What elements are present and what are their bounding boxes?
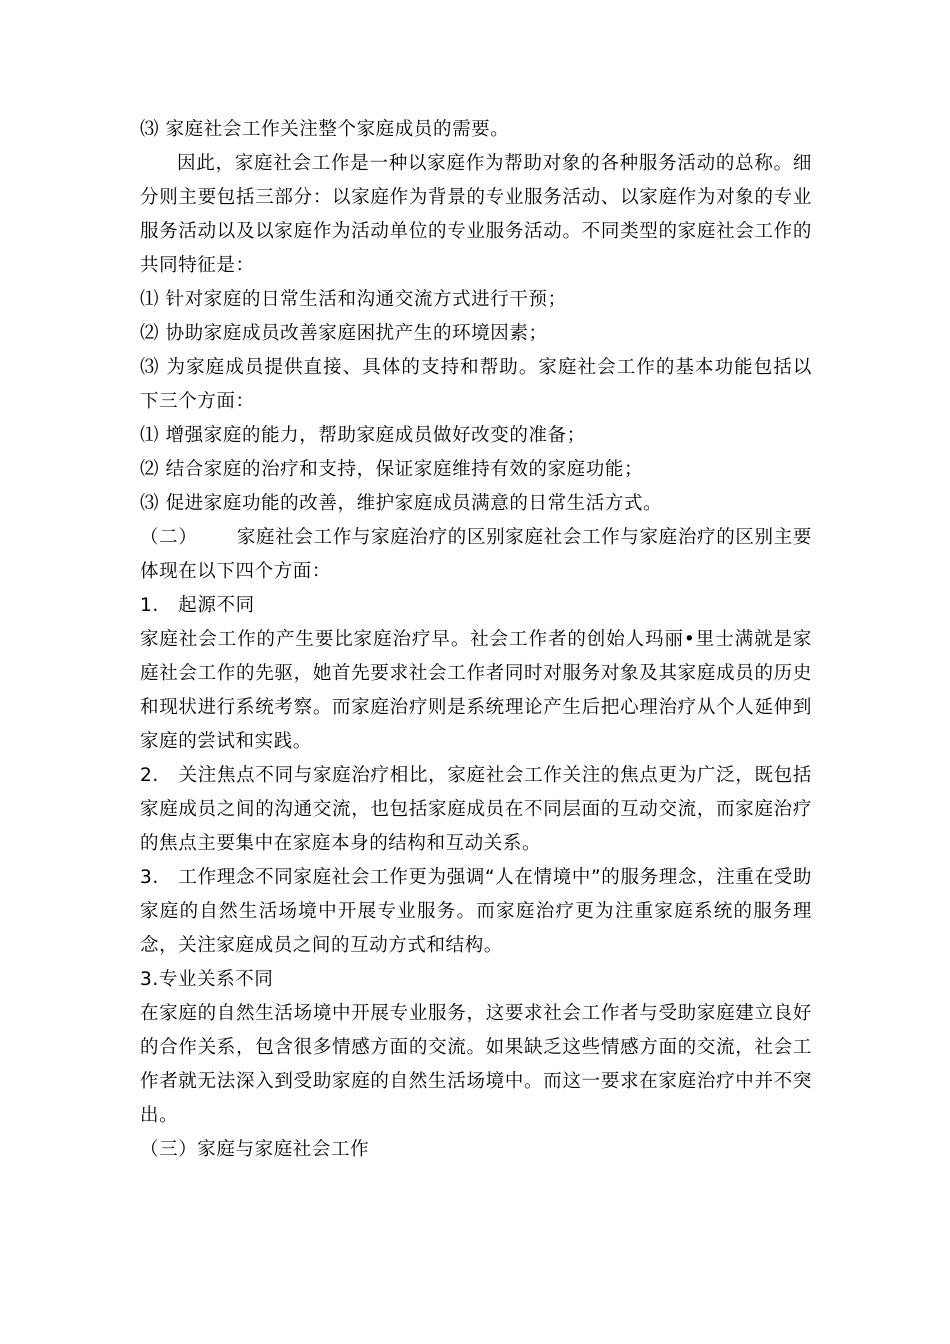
document-body [140,113,812,1167]
paragraph-philosophy: 3. 工作理念不同家庭社会工作更为强调“人在情境中”的服务理念，注重在受助家庭的自然生活场境中开展专业服务。而家庭治疗更为注重家庭系统的服务理念，关注家庭成员之间的互动方式和结构。 [140,867,812,956]
paragraph-feature-3: ⑶ 为家庭成员提供直接、具体的支持和帮助。家庭社会工作的基本功能包括以下三个方面： [140,357,812,412]
section-heading-two: （二） 家庭社会工作与家庭治疗的区别家庭社会工作与家庭治疗的区别主要体现在以下四个方面： [140,527,812,582]
paragraph-relationship: 在家庭的自然生活场境中开展专业服务，这要求社会工作者与受助家庭建立良好的合作关系，包含很多情感方面的交流。如果缺乏这些情感方面的交流，社会工作者就无法深入到受助家庭的自然生活场境中。而这一要求在家庭治疗中并不突出。 [140,1003,812,1126]
paragraph-definition: 因此，家庭社会工作是一种以家庭作为帮助对象的各种服务活动的总称。细分则主要包括三部分：以家庭作为背景的专业服务活动、以家庭作为对象的专业服务活动以及以家庭作为活动单位的专业服务活动。不同类型的家庭社会工作的共同特征是： [140,153,812,276]
paragraph-feature-2: ⑵ 协助家庭成员改善家庭困扰产生的环境因素； [140,323,548,344]
paragraph-function-3: ⑶ 促进家庭功能的改善，维护家庭成员满意的日常生活方式。 [140,493,663,514]
paragraph-function-1: ⑴ 增强家庭的能力，帮助家庭成员做好改变的准备； [140,425,586,446]
paragraph-item-3-focus-needs: ⑶ 家庭社会工作关注整个家庭成员的需要。 [140,119,510,140]
paragraph-origin: 家庭社会工作的产生要比家庭治疗早。社会工作者的创始人玛丽•里士满就是家庭社会工作的先驱，她首先要求社会工作者同时对服务对象及其家庭成员的历史和现状进行系统考察。而家庭治疗则是系统理论产生后把心理治疗从个人延伸到家庭的尝试和实践。 [140,629,812,752]
paragraph-focus: 2. 关注焦点不同与家庭治疗相比，家庭社会工作关注的焦点更为广泛，既包括家庭成员之间的沟通交流，也包括家庭成员在不同层面的互动交流，而家庭治疗的焦点主要集中在家庭本身的结构和互动关系。 [140,765,812,854]
subheading-origin: 1. 起源不同 [140,595,255,616]
section-heading-three: （三）家庭与家庭社会工作 [140,1139,370,1160]
paragraph-function-2: ⑵ 结合家庭的治疗和支持，保证家庭维持有效的家庭功能； [140,459,644,480]
paragraph-feature-1: ⑴ 针对家庭的日常生活和沟通交流方式进行干预； [140,289,567,310]
subheading-relationship: 3.专业关系不同 [140,969,274,990]
